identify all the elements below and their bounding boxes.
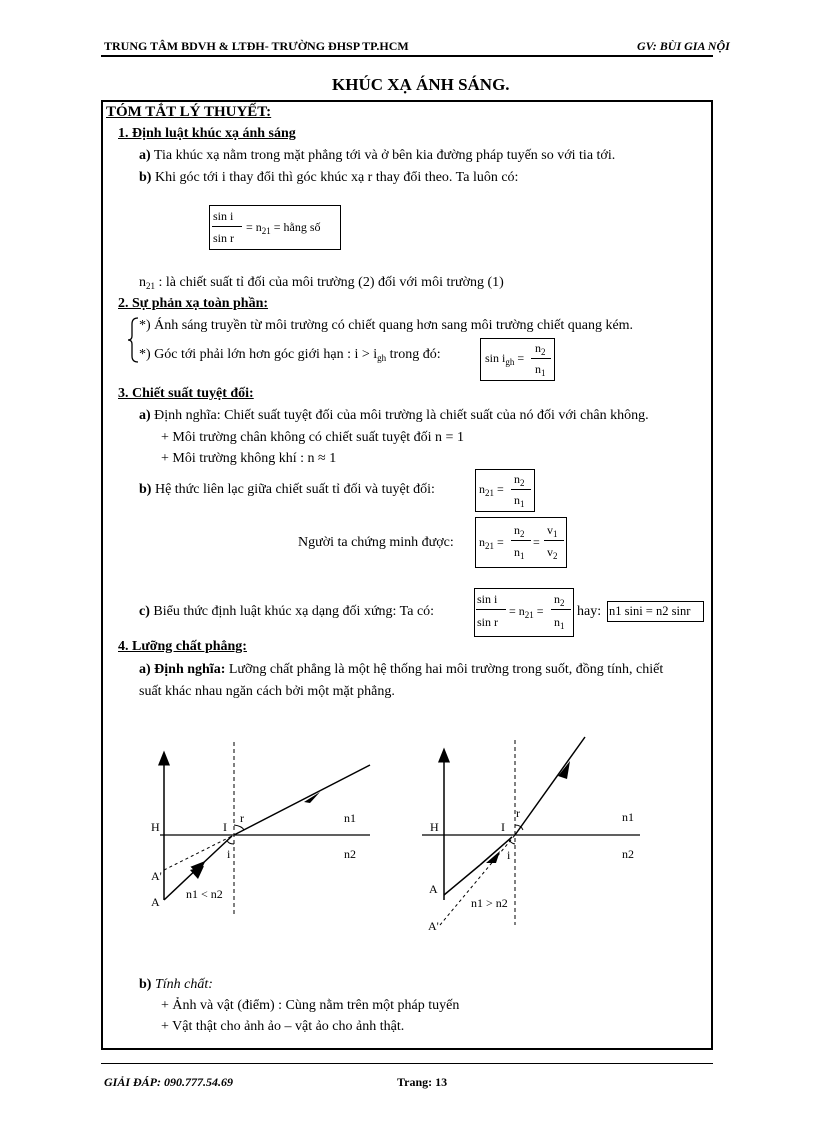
critical-num: $n_2$: [535, 341, 546, 357]
snell-rhs: = $n_{21}$ = hằng số: [246, 220, 321, 236]
proof-line1: [511, 540, 531, 541]
proof-eq2: =: [533, 535, 540, 549]
snell-den: sin r: [213, 231, 234, 245]
sym-line2: [551, 609, 571, 610]
d2-H: H: [430, 820, 439, 834]
proof-den2: $v_2$: [547, 545, 558, 561]
critical-fraction-line: [531, 358, 551, 359]
critical-angle-lhs: $\sin i_{gh}$ =: [485, 351, 525, 367]
s3-a-p2: + Môi trường không khí : n ≈ 1: [161, 451, 337, 466]
proof-num1: $n_2$: [514, 523, 525, 539]
snell-fraction-line: [212, 226, 242, 227]
proof-line2: [544, 540, 564, 541]
s2-line2: *) Góc tới phải lớn hơn góc giới hạn : $i > i_{gh}$ trong đó:: [139, 347, 441, 363]
d1-n2: n2: [344, 847, 356, 861]
header-rule: [101, 55, 713, 57]
summary-heading: TÓM TẮT LÝ THUYẾT:: [106, 104, 272, 120]
d1-H: H: [151, 820, 160, 834]
diagram-2: [420, 735, 650, 935]
sym-mid: = $n_{21}$ =: [509, 604, 544, 620]
s2-line1: *) Ánh sáng truyền từ môi trường có chiết quang hơn sang môi trường chiết quang kém.: [139, 318, 634, 333]
d2-A1: A': [428, 919, 439, 933]
d2-cond: n1 > n2: [471, 896, 508, 910]
snell-num: sin i: [213, 209, 234, 223]
section-4-heading: 4. Lưỡng chất phẳng:: [118, 639, 247, 654]
diagram-1: [130, 740, 390, 915]
section-3-heading: 3. Chiết suất tuyệt đối:: [118, 386, 254, 401]
header-left: TRUNG TÂM BDVH & LTĐH- TRƯỜNG ĐHSP TP.HCM: [104, 39, 409, 53]
d2-r: r: [516, 806, 520, 820]
footer-left: GIẢI ĐÁP: 090.777.54.69: [104, 1075, 234, 1089]
sym-den2: $n_1$: [554, 615, 565, 631]
s3-c: c) Biểu thức định luật khúc xạ dạng đối xứng: Ta có:: [139, 604, 435, 619]
sym-num: sin i: [477, 592, 498, 606]
critical-den: $n_1$: [535, 362, 546, 378]
d2-A: A: [429, 882, 438, 896]
s3-a-p1: + Môi trường chân không có chiết suất tuyệt đối n = 1: [161, 430, 464, 445]
header-right: GV: BÙI GIA NỘI: [637, 39, 730, 53]
d2-I: I: [501, 820, 505, 834]
d1-cond: n1 < n2: [186, 887, 223, 901]
section-2-heading: 2. Sự phản xạ toàn phần:: [118, 296, 269, 311]
d1-i: i: [227, 847, 231, 861]
relation-lhs: $n_{21}$ =: [479, 482, 504, 498]
footer-rule: [101, 1063, 713, 1064]
s4-b-p2: + Vật thật cho ảnh ảo – vật ảo cho ảnh thật.: [161, 1019, 405, 1034]
d2-n2: n2: [622, 847, 634, 861]
s4-a: a) Định nghĩa: Lưỡng chất phẳng là một hệ thống hai môi trường trong suốt, đồng tính, chiết: [139, 662, 664, 677]
s3-a: a) Định nghĩa: Chiết suất tuyệt đối của môi trường là chiết suất của nó đối với chân không.: [139, 408, 649, 423]
s4-a2: suất khác nhau ngăn cách bởi một mặt phẳng.: [139, 684, 395, 699]
s1-b: b) Khi góc tới i thay đổi thì góc khúc xạ r thay đổi theo. Ta luôn có:: [139, 170, 519, 185]
hay-text: hay:: [577, 604, 602, 619]
d2-n1: n1: [622, 810, 634, 824]
d2-i: i: [507, 848, 511, 862]
page-title: KHÚC XẠ ÁNH SÁNG.: [332, 75, 510, 94]
d1-I: I: [223, 820, 227, 834]
page-number: Trang: 13: [397, 1075, 448, 1089]
n21-desc: $n_{21}$ : là chiết suất tỉ đối của môi trường (2) đối với môi trường (1): [139, 275, 504, 291]
proof-den1: $n_1$: [514, 545, 525, 561]
sym-law-text: n1 sini = n2 sinr: [609, 604, 691, 618]
d1-r: r: [240, 811, 244, 825]
s4-b: b) Tính chất:: [139, 977, 213, 992]
proof-lhs: $n_{21}$ =: [479, 535, 504, 551]
sym-line1: [476, 609, 506, 610]
sym-num2: $n_2$: [554, 592, 565, 608]
proof-num2: $v_1$: [547, 523, 558, 539]
d1-A: A: [151, 895, 160, 909]
s1-a: a) Tia khúc xạ nằm trong mặt phẳng tới và ở bên kia đường pháp tuyến so với tia tới.: [139, 148, 616, 163]
relation-num: $n_2$: [514, 472, 525, 488]
d1-A1: A': [151, 869, 162, 883]
s3-b: b) Hệ thức liên lạc giữa chiết suất tỉ đối và tuyệt đối:: [139, 482, 435, 497]
relation-den: $n_1$: [514, 493, 525, 509]
relation-fraction-line: [511, 489, 531, 490]
d1-n1: n1: [344, 811, 356, 825]
sym-den: sin r: [477, 615, 498, 629]
section-1-heading: 1. Định luật khúc xạ ánh sáng: [118, 126, 296, 141]
s4-b-p1: + Ảnh và vật (điểm) : Cùng nằm trên một pháp tuyến: [161, 998, 460, 1013]
proof-text: Người ta chứng minh được:: [298, 535, 454, 550]
